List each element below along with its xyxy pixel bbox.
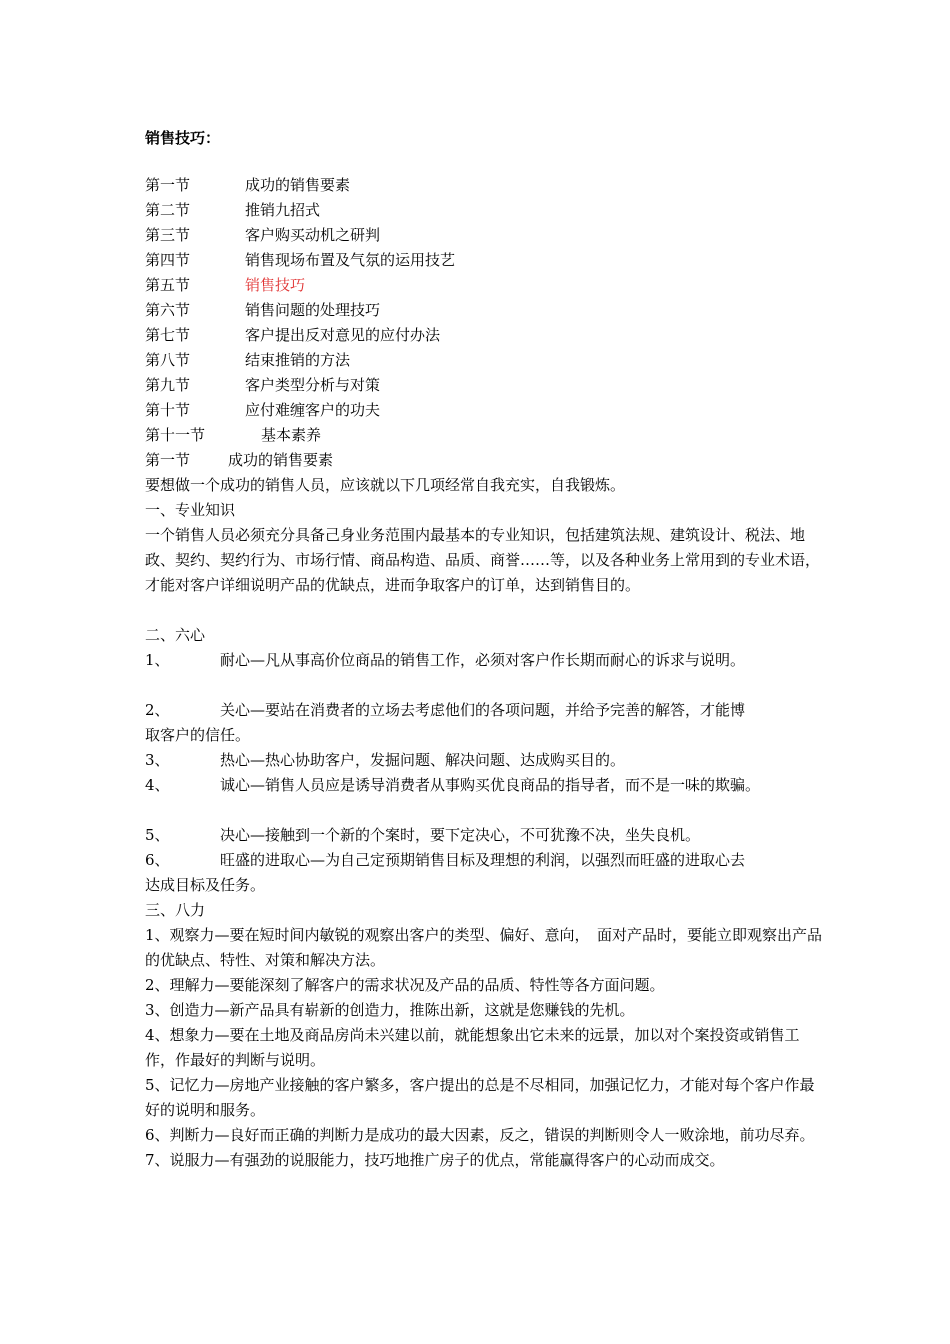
list-item — [145, 823, 825, 848]
list-continuation: 取客户的信任。 — [145, 726, 251, 744]
list-item — [145, 773, 825, 798]
list-item — [145, 648, 825, 673]
toc-number: 第十一节 — [145, 426, 206, 444]
section-number: 第一节 — [145, 451, 191, 469]
toc-label: 结束推销的方法 — [245, 351, 351, 369]
intro-paragraph: 要想做一个成功的销售人员，应该就以下几项经常自我充实，自我锻炼。 — [145, 476, 626, 494]
toc-label: 应付难缠客户的功夫 — [245, 401, 381, 419]
ability-paragraph: 7、说服力—有强劲的说服能力，技巧地推广房子的优点，常能赢得客户的心动而成交。 — [145, 1151, 725, 1169]
list-item — [145, 848, 825, 873]
toc-label: 客户类型分析与对策 — [245, 376, 381, 394]
toc-number: 第一节 — [145, 176, 191, 194]
toc-number: 第八节 — [145, 351, 191, 369]
toc-label: 基本素养 — [261, 426, 322, 444]
toc-number: 第九节 — [145, 376, 191, 394]
ability-paragraph: 1、观察力—要在短时间内敏锐的观察出客户的类型、偏好、意向， 面对产品时，要能立即观察出产品的优缺点、特性、对策和解决方法。 — [145, 926, 823, 969]
toc-row — [145, 373, 825, 398]
document-title: 销售技巧： — [145, 129, 221, 147]
heading-professional-knowledge: 一、专业知识 — [145, 501, 236, 519]
toc-row — [145, 198, 825, 223]
list-number: 6、 — [145, 851, 170, 869]
toc-label: 推销九招式 — [245, 201, 321, 219]
section-heading — [145, 448, 825, 473]
ability-paragraph: 5、记忆力—房地产业接触的客户繁多，客户提出的总是不尽相同，加强记忆力，才能对每个客户作最好的说明和服务。 — [145, 1076, 815, 1119]
list-number: 1、 — [145, 651, 170, 669]
toc-number: 第三节 — [145, 226, 191, 244]
list-number: 2、 — [145, 701, 170, 719]
ability-paragraph: 3、创造力—新产品具有崭新的创造力，推陈出新，这就是您赚钱的先机。 — [145, 1001, 635, 1019]
heading-six-hearts: 二、六心 — [145, 626, 206, 644]
list-text: 旺盛的进取心—为自己定预期销售目标及理想的利润，以强烈而旺盛的进取心去 — [220, 851, 746, 869]
toc-number: 第七节 — [145, 326, 191, 344]
blank-line — [145, 673, 825, 698]
toc-label-highlighted: 销售技巧 — [245, 276, 306, 294]
list-text: 耐心—凡从事高价位商品的销售工作，必须对客户作长期而耐心的诉求与说明。 — [220, 651, 746, 669]
list-item — [145, 748, 825, 773]
toc-label: 销售问题的处理技巧 — [245, 301, 381, 319]
toc-label: 销售现场布置及气氛的运用技艺 — [245, 251, 456, 269]
toc-label: 客户提出反对意见的应付办法 — [245, 326, 441, 344]
blank-line — [145, 798, 825, 823]
toc-number: 第四节 — [145, 251, 191, 269]
toc-row — [145, 398, 825, 423]
toc-row — [145, 173, 825, 198]
list-text: 决心—接触到一个新的个案时，要下定决心，不可犹豫不决，坐失良机。 — [220, 826, 701, 844]
ability-paragraph: 6、判断力—良好而正确的判断力是成功的最大因素，反之，错误的判断则令人一败涂地，前功尽弃。 — [145, 1126, 815, 1144]
list-text: 热心—热心协助客户，发掘问题、解决问题、达成购买目的。 — [220, 751, 626, 769]
toc-row — [145, 248, 825, 273]
heading-eight-abilities: 三、八力 — [145, 901, 206, 919]
list-item — [145, 698, 825, 723]
toc-row — [145, 323, 825, 348]
toc-number: 第五节 — [145, 276, 191, 294]
toc-label: 成功的销售要素 — [245, 176, 351, 194]
toc-row — [145, 348, 825, 373]
toc-row — [145, 223, 825, 248]
section-title: 成功的销售要素 — [228, 451, 334, 469]
blank-line — [145, 598, 825, 623]
document-body — [145, 126, 825, 1173]
toc-row — [145, 273, 825, 298]
ability-paragraph: 4、想象力—要在土地及商品房尚未兴建以前，就能想象出它未来的远景，加以对个案投资或销售工作，作最好的判断与说明。 — [145, 1026, 800, 1069]
table-of-contents — [145, 173, 825, 448]
list-text: 诚心—销售人员应是诱导消费者从事购买优良商品的指导者，而不是一味的欺骗。 — [220, 776, 761, 794]
ability-paragraph: 2、理解力—要能深刻了解客户的需求状况及产品的品质、特性等各方面问题。 — [145, 976, 665, 994]
list-text: 关心—要站在消费者的立场去考虑他们的各项问题，并给予完善的解答，才能博 — [220, 701, 746, 719]
list-number: 5、 — [145, 826, 170, 844]
toc-number: 第十节 — [145, 401, 191, 419]
list-continuation: 达成目标及任务。 — [145, 876, 266, 894]
paragraph-professional-knowledge: 一个销售人员必须充分具备己身业务范围内最基本的专业知识，包括建筑法规、建筑设计、税法、地政、契约、契约行为、市场行情、商品构造、品质、商誉……等，以及各种业务上常用到的专业术语，才能对客户详细说明产品的优缺点，进而争取客户的订单，达到销售目的。 — [145, 526, 821, 594]
list-number: 3、 — [145, 751, 170, 769]
toc-number: 第二节 — [145, 201, 191, 219]
toc-row — [145, 423, 825, 448]
toc-row — [145, 298, 825, 323]
list-number: 4、 — [145, 776, 170, 794]
toc-number: 第六节 — [145, 301, 191, 319]
toc-label: 客户购买动机之研判 — [245, 226, 381, 244]
